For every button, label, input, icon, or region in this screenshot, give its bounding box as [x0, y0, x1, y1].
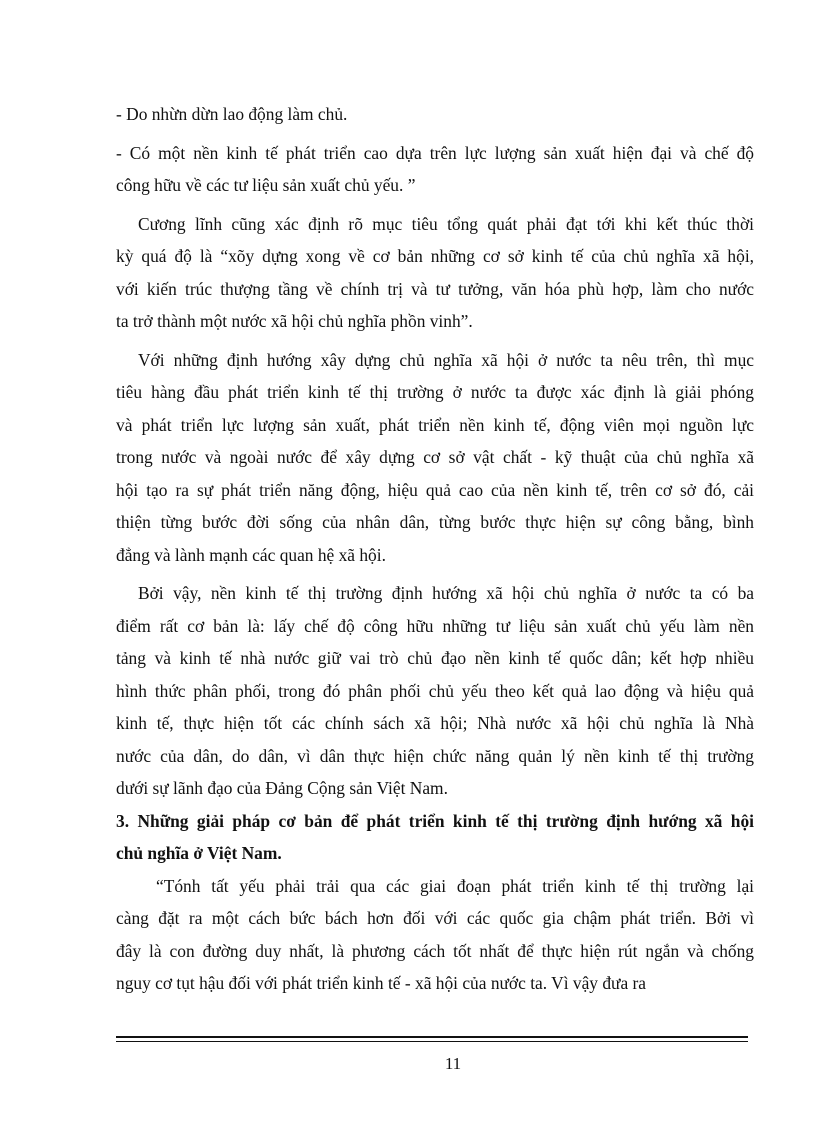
text-line: hình thức phân phối, trong đó phân phối chủ yếu theo kết quả lao động và hiệu quả [116, 680, 754, 701]
text-line: kỳ quá độ là “xõy dựng xong về cơ bản những cơ sở kinh tế của chủ nghĩa xã hội, [116, 246, 754, 266]
text-line: tảng và kinh tế nhà nước giữ vai trò chủ đạo nền kinh tế quốc dân; kết hợp nhiều [116, 648, 754, 668]
text-line: đây là con đường duy nhất, là phương cách tốt nhất để thực hiện rút ngắn và chống [116, 940, 754, 961]
text-line: - Do nhừn dừn lao động làm chủ. [116, 104, 348, 124]
text-line: điểm rất cơ bản là: lấy chế độ công hữu những tư liệu sản xuất chủ yếu làm nền [116, 615, 754, 636]
text-line: thiện từng bước đời sống của nhân dân, từng bước thực hiện sự công bằng, bình [116, 512, 754, 532]
text-line: nước của dân, do dân, vì dân thực hiện chức năng quản lý nền kinh tế thị trường [116, 745, 754, 766]
text-line: Bởi vậy, nền kinh tế thị trường định hướng xã hội chủ nghĩa ở nước ta có ba [138, 583, 754, 603]
text-line: kinh tế, thực hiện tốt các chính sách xã hội; Nhà nước xã hội chủ nghĩa là Nhà [116, 713, 754, 733]
text-line: nguy cơ tụt hậu đối với phát triển kinh tế - xã hội của nước ta. Vì vậy đưa ra [116, 973, 647, 993]
page-number: 11 [444, 1054, 462, 1073]
footer-divider [116, 1041, 748, 1042]
text-line: càng đặt ra một cách bức bách hơn đối với các quốc gia chậm phát triển. Bởi vì [116, 908, 754, 928]
text-line: Với những định hướng xây dựng chủ nghĩa xã hội ở nước ta nêu trên, thì mục [138, 349, 754, 370]
text-line: tiêu hàng đầu phát triển kinh tế thị trường ở nước ta được xác định là giải phóng [116, 382, 754, 402]
text-line: dưới sự lãnh đạo của Đảng Cộng sản Việt Nam. [116, 778, 448, 798]
text-line: hội tạo ra sự phát triển năng động, hiệu quả cao của nền kinh tế, trên cơ sở đó, cải [116, 479, 754, 500]
text-line: đẳng và lành mạnh các quan hệ xã hội. [116, 544, 386, 565]
text-line: công hữu về các tư liệu sản xuất chủ yếu. ” [116, 175, 416, 195]
footer-divider [116, 1036, 748, 1038]
text-line: - Có một nền kinh tế phát triển cao dựa trên lực lượng sản xuất hiện đại và chế độ [116, 142, 754, 163]
text-line: và phát triển lực lượng sản xuất, phát triển nền kinh tế, động viên mọi nguồn lực [116, 414, 754, 435]
text-line: “Tónh tất yếu phải trải qua các giai đoạn phát triển kinh tế thị trường lại [156, 875, 754, 896]
text-line: với kiến trúc thượng tầng về chính trị và tư tưởng, văn hóa phù hợp, làm cho nước [116, 278, 754, 299]
text-line: trong nước và ngoài nước để xây dựng cơ sở vật chất - kỹ thuật của chủ nghĩa xã [116, 447, 754, 467]
text-line: Cương lĩnh cũng xác định rõ mục tiêu tổng quát phải đạt tới khi kết thúc thời [138, 213, 754, 234]
body-text [116, 98, 754, 1000]
text-line: ta trở thành một nước xã hội chủ nghĩa phồn vinh”. [116, 311, 473, 331]
section-heading: 3. Những giải pháp cơ bản để phát triển kinh tế thị trường định hướng xã hội [116, 810, 754, 831]
section-heading: chủ nghĩa ở Việt Nam. [116, 843, 282, 863]
